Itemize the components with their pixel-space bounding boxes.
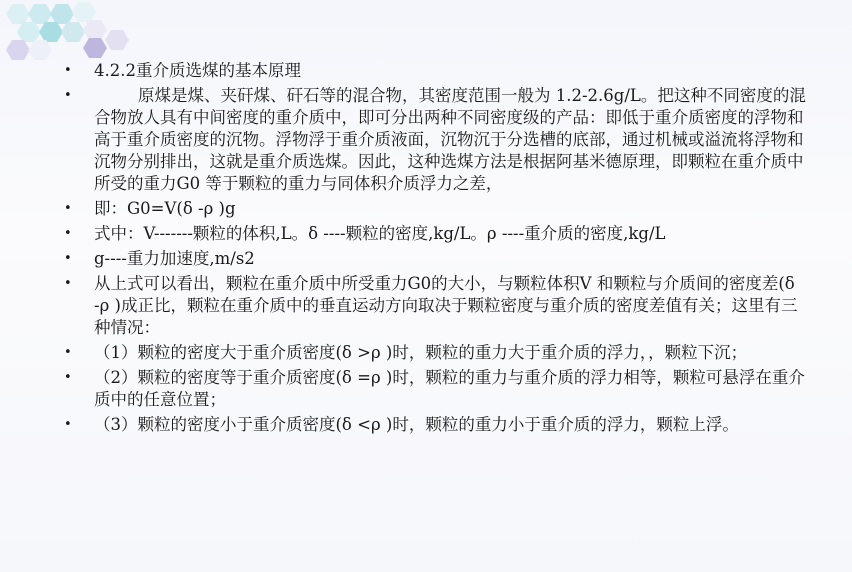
list-item [64, 367, 808, 411]
bullet-list [64, 60, 808, 439]
paragraph-text: （1）颗粒的密度大于重介质密度(δ >ρ )时，颗粒的重力大于重介质的浮力，，颗粒下沉； [94, 343, 748, 362]
list-item [64, 85, 808, 195]
list-item [64, 248, 808, 270]
list-item [64, 273, 808, 339]
bullet-marker: • [64, 88, 72, 103]
bullet-marker: • [64, 201, 72, 216]
list-item [64, 414, 808, 436]
hexagon-shape [6, 40, 30, 60]
list-item [64, 198, 808, 220]
bullet-marker: • [64, 276, 72, 291]
hexagon-shape [61, 22, 85, 42]
paragraph-text: 式中：V-------颗粒的体积,L。δ ----颗粒的密度,kg/L。ρ ----重介质的密度,kg/L [94, 224, 666, 243]
hexagon-shape [83, 38, 107, 58]
paragraph-text: 从上式可以看出，颗粒在重介质中所受重力G0的大小，与颗粒体积V 和颗粒与介质间的密度差(δ -ρ )成正比，颗粒在重介质中的垂直运动方向取决于颗粒密度与重介质的密度差值有关；这里有三种情况： [94, 274, 798, 337]
formula-text: 即：G0=V(δ -ρ )g [94, 199, 236, 218]
paragraph-body: 原煤是煤、夹矸煤、矸石等的混合物，其密度范围一般为 1.2-2.6g/L。把这种不同密度的混合物放人具有中间密度的重介质中，即可分出两种不同密度级的产品：即低于重介质密度的浮物和高于重介质密度的沉物。浮物浮于重介质液面，沉物沉于分选槽的底部，通过机械或溢流将浮物和沉物分别排出，这就是重介质选煤。因此，这种选煤方法是根据阿基米德原理，即颗粒在重介质中所受的重力G0 等于颗粒的重力与同体积介质浮力之差， [94, 86, 806, 193]
bullet-marker: • [64, 417, 72, 432]
paragraph-text [94, 85, 808, 195]
hexagon-shape [28, 4, 52, 24]
bullet-marker: • [64, 345, 72, 360]
list-item [64, 60, 808, 82]
paragraph-text: g----重力加速度,m/s2 [94, 249, 255, 268]
bullet-marker: • [64, 63, 72, 78]
list-item [64, 342, 808, 364]
hexagon-shape [105, 30, 129, 50]
hexagon-shape [72, 2, 96, 22]
hexagon-shape [50, 4, 74, 24]
hexagon-shape [28, 40, 52, 60]
paragraph-text: （2）颗粒的密度等于重介质密度(δ =ρ )时，颗粒的重力与重介质的浮力相等，颗粒可悬浮在重介质中的任意位置； [94, 368, 805, 409]
bullet-marker: • [64, 370, 72, 385]
hexagon-shape [17, 22, 41, 42]
list-item [64, 223, 808, 245]
hexagon-shape [39, 22, 63, 42]
section-heading: 4.2.2重介质选煤的基本原理 [94, 61, 301, 80]
hexagon-shape [6, 4, 30, 24]
hexagon-shape [83, 20, 107, 40]
bullet-marker: • [64, 226, 72, 241]
paragraph-text: （3）颗粒的密度小于重介质密度(δ <ρ )时，颗粒的重力小于重介质的浮力，颗粒上浮。 [94, 415, 739, 434]
bullet-marker: • [64, 251, 72, 266]
